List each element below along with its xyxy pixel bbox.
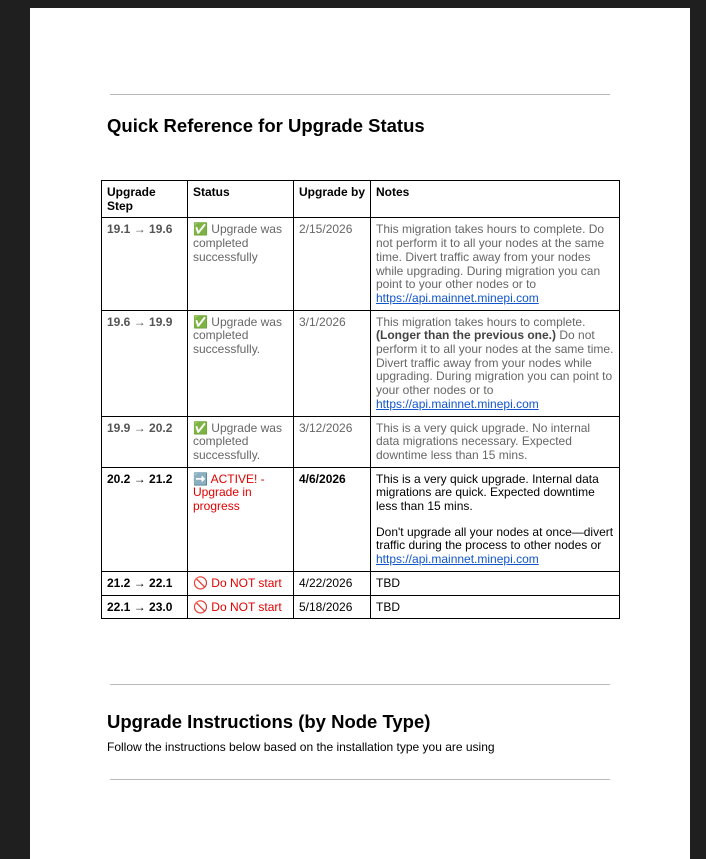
step-cell: 21.2 → 22.1 (102, 571, 188, 595)
status-cell: 🚫 Do NOT start (188, 571, 294, 595)
header-status: Status (188, 181, 294, 218)
status-cell-active: ➡️ ACTIVE! - Upgrade in progress (188, 467, 294, 571)
notes-text: This migration takes hours to complete. (376, 314, 586, 329)
instructions-subtext: Follow the instructions below based on the installation type you are using (107, 740, 495, 754)
table-row (102, 595, 620, 619)
upgrade-status-table (101, 180, 620, 619)
status-cell: ✅ Upgrade was completed successfully. (188, 416, 294, 467)
upgrade-by-cell: 3/12/2026 (294, 416, 371, 467)
notes-cell (371, 310, 620, 416)
header-upgrade-by: Upgrade by (294, 181, 371, 218)
upgrade-by-cell: 4/6/2026 (294, 467, 371, 571)
upgrade-by-cell: 2/15/2026 (294, 218, 371, 310)
upgrade-by-cell: 3/1/2026 (294, 310, 371, 416)
section-heading-upgrade-instructions: Upgrade Instructions (by Node Type) (107, 711, 431, 732)
upgrade-by-cell: 4/22/2026 (294, 571, 371, 595)
step-cell: 19.6 → 19.9 (102, 310, 188, 416)
api-link[interactable]: https://api.mainnet.minepi.com (376, 552, 539, 567)
notes-cell (371, 218, 620, 310)
api-link[interactable]: https://api.mainnet.minepi.com (376, 290, 539, 305)
notes-cell: TBD (371, 595, 620, 619)
table-row-active (102, 467, 620, 571)
table-row (102, 571, 620, 595)
header-notes: Notes (371, 181, 620, 218)
divider-top (110, 94, 610, 95)
upgrade-by-cell: 5/18/2026 (294, 595, 371, 619)
table-header-row (102, 181, 620, 218)
divider-middle (110, 684, 610, 685)
header-upgrade-step: Upgrade Step (102, 181, 188, 218)
status-cell: 🚫 Do NOT start (188, 595, 294, 619)
status-cell: ✅ Upgrade was completed successfully. (188, 310, 294, 416)
step-cell: 19.9 → 20.2 (102, 416, 188, 467)
notes-text: This is a very quick upgrade. Internal data migrations are quick. Expected downtime less than 15 mins. (376, 471, 599, 514)
notes-text: Don't upgrade all your nodes at once—divert traffic during the process to other nodes or (376, 524, 614, 553)
status-cell: ✅ Upgrade was completed successfully (188, 218, 294, 310)
step-cell: 20.2 → 21.2 (102, 467, 188, 571)
api-link[interactable]: https://api.mainnet.minepi.com (376, 396, 539, 411)
notes-cell (371, 467, 620, 571)
table-row (102, 310, 620, 416)
table-row (102, 218, 620, 310)
notes-cell: This is a very quick upgrade. No internal data migrations necessary. Expected downtime less than 15 mins. (371, 416, 620, 467)
step-cell: 22.1 → 23.0 (102, 595, 188, 619)
table-row (102, 416, 620, 467)
notes-text: This migration takes hours to complete. Do not perform it to all your nodes at the same time. Divert traffic away from your nodes while upgrading. During migration you can point to your other nodes or to (376, 222, 605, 292)
notes-text: Do not perform it to all your nodes at the same time. Divert traffic away from your nodes while upgrading. During migration you can point to your other nodes or to (376, 328, 614, 398)
notes-bold-text: (Longer than the previous one.) (376, 328, 557, 343)
divider-bottom (110, 779, 610, 780)
notes-cell: TBD (371, 571, 620, 595)
document-page (30, 8, 690, 859)
section-heading-quick-reference: Quick Reference for Upgrade Status (107, 115, 425, 136)
step-cell: 19.1 → 19.6 (102, 218, 188, 310)
